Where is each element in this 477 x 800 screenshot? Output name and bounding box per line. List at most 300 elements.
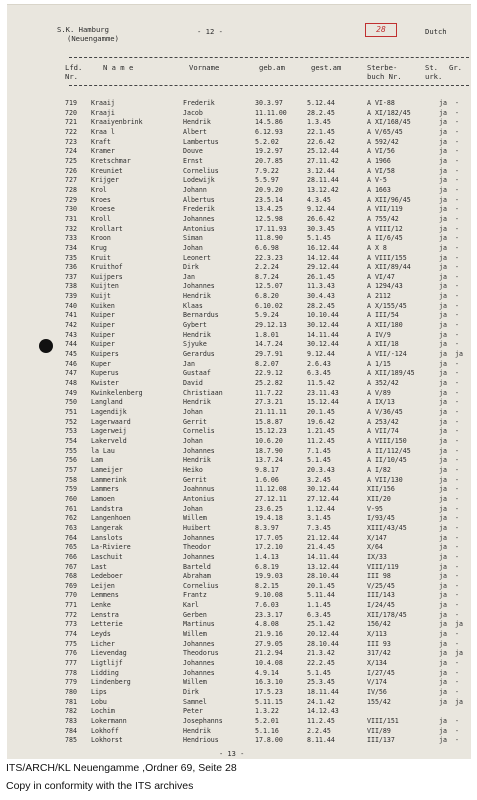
row-death-date: 28.2.45	[307, 108, 335, 117]
row-death-date: 11.2.45	[307, 436, 335, 445]
row-birth-date: 12.5.07	[255, 282, 283, 291]
row-death-date: 11.5.42	[307, 379, 335, 388]
table-row	[7, 273, 471, 283]
row-grave-flag: -	[455, 214, 459, 223]
row-grave-flag: -	[455, 581, 459, 590]
row-certificate-flag: ja	[439, 108, 447, 117]
row-birth-date: 8.2.07	[255, 359, 279, 368]
row-surname: Kuipers	[91, 350, 119, 359]
row-number: 784	[65, 726, 77, 735]
table-row	[7, 707, 471, 717]
row-death-register-number: A 592/42	[367, 137, 399, 146]
row-grave-flag: -	[455, 369, 459, 378]
row-certificate-flag: ja	[439, 379, 447, 388]
row-number: 781	[65, 697, 77, 706]
table-row	[7, 640, 471, 650]
row-birth-date: 5.1.16	[255, 726, 279, 735]
row-birth-date: 10.4.08	[255, 659, 283, 668]
row-certificate-flag: ja	[439, 292, 447, 301]
row-first-name: Sjyuke	[183, 340, 207, 349]
row-surname: Leijen	[91, 581, 115, 590]
row-death-register-number: 155/42	[367, 697, 391, 706]
row-surname: Lenke	[91, 601, 111, 610]
row-death-date: 20.1.45	[307, 581, 335, 590]
row-grave-flag: -	[455, 456, 459, 465]
row-death-date: 5.1.45	[307, 668, 331, 677]
row-death-register-number: A VI/56	[367, 147, 395, 156]
row-death-date: 29.12.44	[307, 263, 339, 272]
row-birth-date: 11.7.22	[255, 388, 283, 397]
row-death-register-number: IV/56	[367, 688, 387, 697]
row-certificate-flag: ja	[439, 224, 447, 233]
row-number: 738	[65, 282, 77, 291]
row-death-register-number: XIII/43/45	[367, 523, 407, 532]
row-surname: Kuijt	[91, 292, 111, 301]
row-surname: Krijger	[91, 176, 119, 185]
row-grave-flag: -	[455, 234, 459, 243]
row-first-name: Antonius	[183, 224, 215, 233]
row-grave-flag: -	[455, 630, 459, 639]
row-death-date: 18.11.44	[307, 688, 339, 697]
red-stamp-number: 28	[365, 23, 397, 37]
row-certificate-flag: ja	[439, 311, 447, 320]
row-surname: Laschuit	[91, 552, 123, 561]
row-grave-flag: -	[455, 243, 459, 252]
row-certificate-flag: ja	[439, 581, 447, 590]
row-number: 777	[65, 659, 77, 668]
row-number: 719	[65, 99, 77, 107]
row-number: 760	[65, 494, 77, 503]
row-surname: Licher	[91, 639, 115, 648]
row-death-date: 28.2.45	[307, 301, 335, 310]
row-surname: Lakerveld	[91, 436, 127, 445]
row-first-name: Lambertus	[183, 137, 219, 146]
row-certificate-flag: ja	[439, 263, 447, 272]
row-death-date: 19.6.42	[307, 417, 335, 426]
row-number: 729	[65, 195, 77, 204]
row-certificate-flag: ja	[439, 552, 447, 561]
row-certificate-flag: ja	[439, 572, 447, 581]
row-grave-flag: -	[455, 195, 459, 204]
row-death-register-number: A VIII/155	[367, 253, 407, 262]
row-grave-flag: -	[455, 533, 459, 542]
row-surname: Kraa l	[91, 127, 115, 136]
row-death-register-number: A XII/180	[367, 321, 403, 330]
row-first-name: Huibert	[183, 523, 211, 532]
row-birth-date: 22.3.23	[255, 253, 283, 262]
table-row	[7, 389, 471, 399]
row-first-name: Klaas	[183, 301, 203, 310]
row-first-name: Bernardus	[183, 311, 219, 320]
row-death-register-number: A VII/119	[367, 205, 403, 214]
table-row	[7, 736, 471, 746]
row-surname: Kuperus	[91, 369, 119, 378]
row-grave-flag: -	[455, 321, 459, 330]
row-surname: Lenstra	[91, 610, 119, 619]
row-certificate-flag: ja	[439, 301, 447, 310]
row-grave-flag: ja	[455, 350, 463, 359]
table-row	[7, 254, 471, 264]
row-death-register-number: 156/42	[367, 620, 391, 629]
row-number: 775	[65, 639, 77, 648]
row-certificate-flag: ja	[439, 543, 447, 552]
row-surname: Lagerweij	[91, 427, 127, 436]
table-row	[7, 234, 471, 244]
row-grave-flag: -	[455, 272, 459, 281]
row-death-date: 20.12.44	[307, 630, 339, 639]
row-first-name: Jan	[183, 272, 195, 281]
row-birth-date: 20.7.85	[255, 156, 283, 165]
row-grave-flag: -	[455, 263, 459, 272]
table-row	[7, 398, 471, 408]
row-grave-flag: -	[455, 736, 459, 745]
row-number: 744	[65, 340, 77, 349]
row-death-date: 10.10.44	[307, 311, 339, 320]
row-death-date: 24.1.42	[307, 697, 335, 706]
row-first-name: Theodorus	[183, 649, 219, 658]
table-row	[7, 534, 471, 544]
row-number: 776	[65, 649, 77, 658]
row-certificate-flag: ja	[439, 620, 447, 629]
row-death-date: 22.6.42	[307, 137, 335, 146]
row-death-register-number: A II/6/45	[367, 234, 403, 243]
table-row	[7, 167, 471, 177]
row-grave-flag: -	[455, 427, 459, 436]
column-nr: Nr.	[65, 72, 78, 81]
row-certificate-flag: ja	[439, 649, 447, 658]
row-number: 761	[65, 504, 77, 513]
row-number: 742	[65, 321, 77, 330]
row-birth-date: 27.9.05	[255, 639, 283, 648]
row-number: 725	[65, 156, 77, 165]
table-row	[7, 466, 471, 476]
row-certificate-flag: ja	[439, 253, 447, 262]
table-row	[7, 659, 471, 669]
row-birth-date: 10.6.20	[255, 436, 283, 445]
row-first-name: Frederik	[183, 99, 215, 107]
row-number: 733	[65, 234, 77, 243]
row-grave-flag: -	[455, 678, 459, 687]
table-row	[7, 331, 471, 341]
row-death-register-number: A IV/9	[367, 330, 391, 339]
row-death-date: 28.10.44	[307, 639, 339, 648]
row-certificate-flag: ja	[439, 408, 447, 416]
table-row	[7, 418, 471, 428]
row-death-date: 3.1.45	[307, 514, 331, 523]
row-certificate-flag: ja	[439, 485, 447, 494]
row-death-date: 1.1.45	[307, 601, 331, 610]
row-surname: Krol	[91, 185, 107, 194]
row-number: 730	[65, 205, 77, 214]
row-grave-flag: -	[455, 552, 459, 561]
row-grave-flag: -	[455, 118, 459, 127]
row-death-date: 20.1.45	[307, 408, 335, 416]
row-death-date: 6.3.45	[307, 369, 331, 378]
row-number: 772	[65, 610, 77, 619]
row-death-date: 9.12.44	[307, 350, 335, 359]
row-number: 726	[65, 166, 77, 175]
row-death-register-number: A V/89	[367, 388, 391, 397]
column-name: N a m e	[103, 63, 134, 72]
row-birth-date: 27.12.11	[255, 494, 287, 503]
row-certificate-flag: ja	[439, 601, 447, 610]
row-surname: Langerak	[91, 523, 123, 532]
row-birth-date: 23.3.17	[255, 610, 283, 619]
row-surname: Kraaiyenbrink	[91, 118, 143, 127]
row-number: 745	[65, 350, 77, 359]
row-birth-date: 4.8.08	[255, 620, 279, 629]
row-first-name: Hendrik	[183, 118, 211, 127]
row-birth-date: 5.5.97	[255, 176, 279, 185]
row-certificate-flag: ja	[439, 176, 447, 185]
row-grave-flag: ja	[455, 697, 463, 706]
row-death-date: 5.1.45	[307, 234, 331, 243]
row-birth-date: 14.5.86	[255, 118, 283, 127]
row-first-name: Albert	[183, 127, 207, 136]
row-first-name: Gustaaf	[183, 369, 211, 378]
table-row	[7, 476, 471, 486]
row-death-register-number: A VI-88	[367, 99, 395, 107]
table-row	[7, 340, 471, 350]
document-sheet	[7, 4, 471, 759]
row-grave-flag: -	[455, 717, 459, 725]
row-number: 739	[65, 292, 77, 301]
row-certificate-flag: ja	[439, 688, 447, 697]
row-first-name: Johannes	[183, 533, 215, 542]
row-birth-date: 11.11.00	[255, 108, 287, 117]
row-certificate-flag: ja	[439, 350, 447, 359]
row-birth-date: 1.3.22	[255, 707, 279, 716]
row-surname: Kroese	[91, 205, 115, 214]
row-certificate-flag: ja	[439, 591, 447, 600]
row-surname: Kretschmar	[91, 156, 131, 165]
row-number: 743	[65, 330, 77, 339]
row-certificate-flag: ja	[439, 388, 447, 397]
table-row	[7, 118, 471, 128]
row-number: 731	[65, 214, 77, 223]
row-certificate-flag: ja	[439, 523, 447, 532]
row-birth-date: 27.3.21	[255, 398, 283, 407]
row-number: 720	[65, 108, 77, 117]
table-row	[7, 524, 471, 534]
row-first-name: Johan	[183, 504, 203, 513]
row-surname: Kroll	[91, 214, 111, 223]
row-surname: Landstra	[91, 504, 123, 513]
row-birth-date: 1.8.01	[255, 330, 279, 339]
row-grave-flag: -	[455, 379, 459, 388]
row-grave-flag: -	[455, 417, 459, 426]
row-first-name: Gerrit	[183, 417, 207, 426]
row-death-date: 4.3.45	[307, 195, 331, 204]
row-surname: Lameijer	[91, 465, 123, 474]
row-first-name: Willem	[183, 630, 207, 639]
row-surname: Lidding	[91, 668, 119, 677]
row-death-date: 11.2.45	[307, 717, 335, 725]
row-certificate-flag: ja	[439, 678, 447, 687]
row-certificate-flag: ja	[439, 456, 447, 465]
row-death-date: 20.3.43	[307, 465, 335, 474]
row-death-date: 1.3.45	[307, 118, 331, 127]
row-surname: Kraaij	[91, 99, 115, 107]
row-death-register-number: A VIII/150	[367, 436, 407, 445]
row-first-name: Siman	[183, 234, 203, 243]
row-surname: La-Riviere	[91, 543, 131, 552]
row-grave-flag: -	[455, 137, 459, 146]
row-grave-flag: -	[455, 166, 459, 175]
row-death-date: 13.12.44	[307, 562, 339, 571]
row-number: 765	[65, 543, 77, 552]
row-first-name: Cornelius	[183, 166, 219, 175]
row-number: 722	[65, 127, 77, 136]
row-surname: Lanslots	[91, 533, 123, 542]
row-first-name: Josephanns	[183, 717, 223, 725]
row-grave-flag: -	[455, 475, 459, 484]
row-death-register-number: XII/156	[367, 485, 395, 494]
table-row	[7, 263, 471, 273]
row-surname: Kramer	[91, 147, 115, 156]
row-certificate-flag: ja	[439, 166, 447, 175]
row-number: 751	[65, 408, 77, 416]
row-first-name: Johannes	[183, 552, 215, 561]
row-certificate-flag: ja	[439, 118, 447, 127]
row-birth-date: 21.2.94	[255, 649, 283, 658]
table-row	[7, 582, 471, 592]
row-surname: Kroes	[91, 195, 111, 204]
row-first-name: Willem	[183, 514, 207, 523]
table-row	[7, 649, 471, 659]
row-birth-date: 17.11.93	[255, 224, 287, 233]
row-birth-date: 16.3.10	[255, 678, 283, 687]
row-death-register-number: A XI/168/45	[367, 118, 411, 127]
row-grave-flag: -	[455, 601, 459, 610]
row-number: 732	[65, 224, 77, 233]
row-number: 773	[65, 620, 77, 629]
row-death-register-number: III 93	[367, 639, 391, 648]
row-birth-date: 19.4.18	[255, 514, 283, 523]
row-surname: Kroon	[91, 234, 111, 243]
row-certificate-flag: ja	[439, 630, 447, 639]
row-grave-flag: -	[455, 494, 459, 503]
row-grave-flag: -	[455, 340, 459, 349]
row-first-name: Hendrious	[183, 736, 219, 745]
row-first-name: Hendrik	[183, 292, 211, 301]
row-surname: Kuper	[91, 359, 111, 368]
caption-copy-note: Copy in conformity with the ITS archives	[6, 780, 194, 792]
row-certificate-flag: ja	[439, 436, 447, 445]
row-death-date: 1.12.44	[307, 504, 335, 513]
table-row	[7, 186, 471, 196]
row-number: 734	[65, 243, 77, 252]
row-first-name: Douve	[183, 147, 203, 156]
row-certificate-flag: ja	[439, 717, 447, 725]
row-grave-flag: -	[455, 504, 459, 513]
row-surname: Kuiper	[91, 311, 115, 320]
column-st: St.	[425, 63, 438, 72]
row-number: 766	[65, 552, 77, 561]
row-death-date: 9.12.44	[307, 205, 335, 214]
table-row	[7, 138, 471, 148]
row-death-register-number: A V/65/45	[367, 127, 403, 136]
row-certificate-flag: ja	[439, 697, 447, 706]
row-first-name: Jacob	[183, 108, 203, 117]
row-grave-flag: -	[455, 523, 459, 532]
row-number: 721	[65, 118, 77, 127]
table-row	[7, 369, 471, 379]
table-row	[7, 601, 471, 611]
row-number: 753	[65, 427, 77, 436]
row-grave-flag: -	[455, 147, 459, 156]
row-grave-flag: -	[455, 639, 459, 648]
row-death-register-number: I/27/45	[367, 668, 395, 677]
row-certificate-flag: ja	[439, 340, 447, 349]
row-birth-date: 23.5.14	[255, 195, 283, 204]
row-certificate-flag: ja	[439, 465, 447, 474]
row-grave-flag: -	[455, 591, 459, 600]
row-grave-flag: -	[455, 176, 459, 185]
row-birth-date: 6.8.20	[255, 292, 279, 301]
row-grave-flag: -	[455, 659, 459, 668]
row-death-date: 26.1.45	[307, 272, 335, 281]
row-death-date: 21.3.42	[307, 649, 335, 658]
row-certificate-flag: ja	[439, 726, 447, 735]
row-birth-date: 6.10.02	[255, 301, 283, 310]
table-row	[7, 128, 471, 138]
row-first-name: Dirk	[183, 263, 199, 272]
row-grave-flag: -	[455, 292, 459, 301]
row-death-register-number: A 755/42	[367, 214, 399, 223]
row-number: 770	[65, 591, 77, 600]
row-certificate-flag: ja	[439, 321, 447, 330]
row-death-register-number: IX/33	[367, 552, 387, 561]
header-rule-bottom	[69, 85, 469, 86]
row-death-date: 30.3.45	[307, 224, 335, 233]
column-lfd: Lfd.	[65, 63, 83, 72]
row-death-register-number: VIII/119	[367, 562, 399, 571]
row-grave-flag: -	[455, 485, 459, 494]
row-certificate-flag: ja	[439, 359, 447, 368]
row-certificate-flag: ja	[439, 736, 447, 745]
row-death-register-number: A 1966	[367, 156, 391, 165]
row-death-date: 21.4.45	[307, 543, 335, 552]
row-certificate-flag: ja	[439, 205, 447, 214]
row-first-name: Dirk	[183, 688, 199, 697]
row-surname: Kuiper	[91, 340, 115, 349]
row-birth-date: 6.12.93	[255, 127, 283, 136]
row-number: 752	[65, 417, 77, 426]
header-rule-top	[69, 57, 469, 58]
row-first-name: Hendrik	[183, 398, 211, 407]
row-first-name: Barteld	[183, 562, 211, 571]
row-death-register-number: VII/89	[367, 726, 391, 735]
table-row	[7, 302, 471, 312]
row-first-name: Theodor	[183, 543, 211, 552]
column-geb: geb.am	[259, 63, 285, 72]
row-first-name: David	[183, 379, 203, 388]
row-death-date: 30.12.44	[307, 485, 339, 494]
table-row	[7, 360, 471, 370]
row-death-date: 15.12.44	[307, 398, 339, 407]
row-birth-date: 13.4.25	[255, 205, 283, 214]
row-death-register-number: A V-5	[367, 176, 387, 185]
row-death-date: 2.2.45	[307, 726, 331, 735]
table-row	[7, 543, 471, 553]
row-birth-date: 7.9.22	[255, 166, 279, 175]
row-surname: Lemmens	[91, 591, 119, 600]
row-certificate-flag: ja	[439, 514, 447, 523]
row-surname: Langenhoen	[91, 514, 131, 523]
column-sterbe-line2: buch Nr.	[367, 72, 402, 81]
row-number: 757	[65, 465, 77, 474]
